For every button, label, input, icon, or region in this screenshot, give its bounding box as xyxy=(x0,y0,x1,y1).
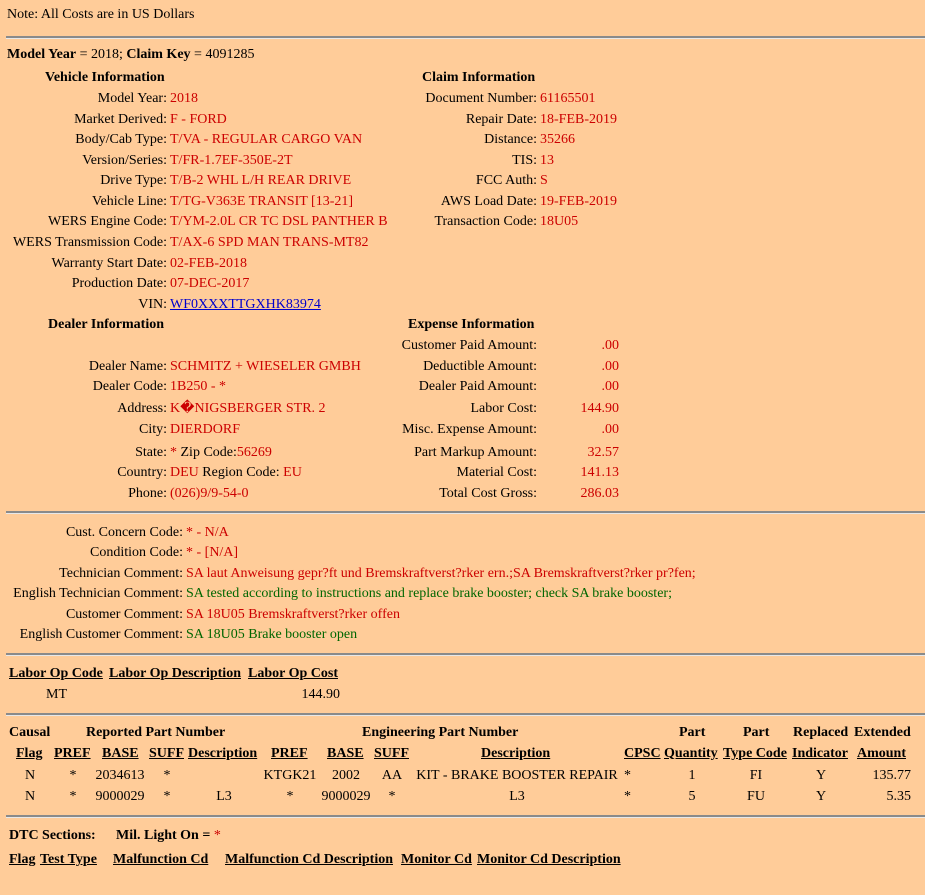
parts-group-header: Part xyxy=(679,725,706,740)
parts-cell: * xyxy=(69,768,77,783)
expense-field-value: .00 xyxy=(601,422,619,437)
parts-col-header: CPSC xyxy=(624,746,661,761)
dealer-address-value: K�NIGSBERGER STR. 2 xyxy=(170,401,326,416)
expense-field-label: Dealer Paid Amount: xyxy=(418,379,537,394)
claim-field-value: 61165501 xyxy=(540,91,596,106)
parts-cell: 135.77 xyxy=(872,768,911,783)
vehicle-field-value: T/TG-V363E TRANSIT [13-21] xyxy=(170,194,354,209)
dealer-zip-label: Zip Code: xyxy=(180,445,237,460)
expense-field-value: .00 xyxy=(601,359,619,374)
parts-col-header: SUFF xyxy=(374,746,409,761)
expense-field-label: Customer Paid Amount: xyxy=(401,338,537,353)
dealer-region-value: EU xyxy=(283,465,302,480)
comment-label: English Customer Comment: xyxy=(19,627,183,642)
parts-col-header: Flag xyxy=(16,746,43,761)
dtc-col-header: Malfunction Cd xyxy=(113,852,209,867)
dealer-code-value: 1B250 - * xyxy=(170,379,226,394)
currency-note: Note: All Costs are in US Dollars xyxy=(7,7,195,22)
labor-header: Labor Op Code xyxy=(9,666,103,681)
vehicle-field-label: Model Year: xyxy=(97,91,167,106)
comment-value: SA laut Anweisung gepr?ft und Bremskraftverst?rker ern.;SA Bremskraftverst?rker pr?fen; xyxy=(186,566,696,581)
parts-group-header: Causal xyxy=(9,725,51,740)
parts-col-header: PREF xyxy=(271,746,308,761)
mil-light-value: * xyxy=(213,828,221,843)
comment-value: SA 18U05 Brake booster open xyxy=(186,627,358,642)
parts-cell: Y xyxy=(815,789,827,804)
vehicle-field-label: Production Date: xyxy=(71,276,167,291)
parts-cell: AA xyxy=(381,768,403,783)
divider xyxy=(6,511,925,514)
expense-field-value: .00 xyxy=(601,379,619,394)
claim-field-value: 35266 xyxy=(540,132,575,147)
parts-col-header: Indicator xyxy=(792,746,848,761)
expense-field-value: .00 xyxy=(601,338,619,353)
claim-field-label: AWS Load Date: xyxy=(440,194,537,209)
vehicle-field-value: T/B-2 WHL L/H REAR DRIVE xyxy=(170,173,352,188)
dtc-col-header: Monitor Cd xyxy=(401,852,472,867)
claim-key-value: 4091285 xyxy=(205,47,255,62)
parts-cell: KTGK21 xyxy=(263,768,317,783)
parts-cell: L3 xyxy=(509,789,525,804)
parts-cell: 2002 xyxy=(332,768,360,783)
mil-light xyxy=(116,828,221,844)
vehicle-field-label: Drive Type: xyxy=(100,173,167,188)
vehicle-field-value: F - FORD xyxy=(170,112,227,127)
dealer-info-heading: Dealer Information xyxy=(48,317,164,332)
labor-header: Labor Op Cost xyxy=(248,666,338,681)
dealer-phone-label: Phone: xyxy=(128,486,167,501)
dealer-zip-value: 56269 xyxy=(236,445,272,460)
dealer-city-label: City: xyxy=(138,422,167,437)
claim-key-label: Claim Key xyxy=(126,47,191,62)
expense-field-value: 141.13 xyxy=(580,465,619,480)
parts-cell: FU xyxy=(747,789,765,804)
divider xyxy=(6,713,925,716)
vehicle-field-label: Warranty Start Date: xyxy=(51,256,167,271)
vehicle-field-value: T/FR-1.7EF-350E-2T xyxy=(170,153,293,168)
parts-cell: 1 xyxy=(688,768,696,783)
vehicle-field-label: Body/Cab Type: xyxy=(75,132,167,147)
divider xyxy=(6,815,925,818)
parts-cell: FI xyxy=(749,768,763,783)
expense-info-heading: Expense Information xyxy=(408,317,535,332)
claim-field-label: Distance: xyxy=(484,132,537,147)
claim-header: Model Year = 2018; Claim Key = 4091285 xyxy=(7,47,255,62)
dealer-country-region xyxy=(170,465,302,481)
dtc-col-header: Monitor Cd Description xyxy=(477,852,621,867)
dealer-code-label: Dealer Code: xyxy=(92,379,167,394)
vin-label: VIN: xyxy=(138,297,167,312)
comment-label: Condition Code: xyxy=(90,545,183,560)
claim-info-heading: Claim Information xyxy=(422,70,536,85)
expense-field-label: Total Cost Gross: xyxy=(439,486,537,501)
claim-field-value: 18-FEB-2019 xyxy=(540,112,617,127)
parts-group-header: Extended xyxy=(854,725,911,740)
parts-col-header: Quantity xyxy=(664,746,718,761)
vehicle-field-value: 07-DEC-2017 xyxy=(170,276,250,291)
dtc-col-header: Malfunction Cd Description xyxy=(225,852,393,867)
parts-cell: L3 xyxy=(216,789,232,804)
expense-field-label: Part Markup Amount: xyxy=(414,445,537,460)
parts-col-header: BASE xyxy=(102,746,139,761)
claim-field-value: 19-FEB-2019 xyxy=(540,194,617,209)
labor-op-cost: 144.90 xyxy=(301,687,340,702)
dtc-col-header: Flag xyxy=(9,852,36,867)
expense-field-value: 286.03 xyxy=(580,486,619,501)
dealer-region-label: Region Code: xyxy=(202,465,280,480)
claim-field-label: Repair Date: xyxy=(465,112,537,127)
expense-field-value: 144.90 xyxy=(580,401,619,416)
vehicle-field-label: Version/Series: xyxy=(82,153,167,168)
parts-cell: 9000029 xyxy=(95,789,145,804)
labor-header: Labor Op Description xyxy=(109,666,241,681)
parts-cell: * xyxy=(69,789,77,804)
comment-label: Technician Comment: xyxy=(59,566,183,581)
parts-cell: N xyxy=(24,789,36,804)
divider xyxy=(6,653,925,656)
parts-group-header: Reported Part Number xyxy=(86,725,226,740)
parts-cell: * xyxy=(163,768,171,783)
dealer-city-value: DIERDORF xyxy=(170,422,241,437)
parts-cell: * xyxy=(388,789,396,804)
dtc-col-header: Test Type xyxy=(40,852,97,867)
dealer-state-label: State: xyxy=(135,445,167,460)
comment-value: * - [N/A] xyxy=(186,545,239,560)
dealer-state-zip xyxy=(170,445,272,461)
dealer-address-label: Address: xyxy=(117,401,167,416)
claim-field-label: TIS: xyxy=(512,153,537,168)
vehicle-field-label: WERS Transmission Code: xyxy=(12,235,167,250)
dealer-name-value: SCHMITZ + WIESELER GMBH xyxy=(170,359,361,374)
claim-field-value: 13 xyxy=(540,153,554,168)
comment-value: SA 18U05 Bremskraftverst?rker offen xyxy=(186,607,400,622)
parts-cell: * xyxy=(624,768,631,783)
expense-field-value: 32.57 xyxy=(587,445,619,460)
parts-cell: N xyxy=(24,768,36,783)
model-year-header-label: Model Year xyxy=(7,47,77,62)
parts-cell: 2034613 xyxy=(95,768,145,783)
parts-col-header: Description xyxy=(481,746,551,761)
expense-field-label: Misc. Expense Amount: xyxy=(402,422,537,437)
mil-light-label: Mil. Light On = xyxy=(116,828,211,843)
dealer-country-value: DEU xyxy=(170,465,199,480)
vehicle-field-label: WERS Engine Code: xyxy=(48,214,167,229)
claim-field-value: 18U05 xyxy=(540,214,579,229)
vehicle-field-value: 02-FEB-2018 xyxy=(170,256,247,271)
parts-col-header: Type Code xyxy=(723,746,787,761)
comment-label: Customer Comment: xyxy=(65,607,183,622)
parts-col-header: Amount xyxy=(857,746,907,761)
labor-op-code: MT xyxy=(46,687,67,702)
parts-cell: Y xyxy=(815,768,827,783)
dealer-phone-value: (026)9/9-54-0 xyxy=(170,486,249,501)
parts-col-header: PREF xyxy=(54,746,91,761)
parts-cell: 5 xyxy=(688,789,696,804)
vehicle-field-value: T/VA - REGULAR CARGO VAN xyxy=(170,132,363,147)
parts-cell: 9000029 xyxy=(321,789,371,804)
parts-col-header: Description xyxy=(188,746,258,761)
vehicle-field-value: T/AX-6 SPD MAN TRANS-MT82 xyxy=(170,235,369,250)
parts-col-header: BASE xyxy=(327,746,364,761)
parts-group-header: Replaced xyxy=(793,725,849,740)
claim-field-value: S xyxy=(540,173,548,188)
comment-value: * - N/A xyxy=(186,525,229,540)
comment-value: SA tested according to instructions and replace brake booster; check SA brake booster; xyxy=(186,586,672,601)
dealer-name-label: Dealer Name: xyxy=(88,359,167,374)
divider xyxy=(6,36,925,39)
dtc-label: DTC Sections: xyxy=(9,828,96,843)
claim-field-label: Document Number: xyxy=(425,91,537,106)
parts-group-header: Engineering Part Number xyxy=(362,725,519,740)
comment-label: Cust. Concern Code: xyxy=(65,525,183,540)
vehicle-info-heading: Vehicle Information xyxy=(45,70,165,85)
vehicle-field-label: Vehicle Line: xyxy=(91,194,167,209)
expense-field-label: Material Cost: xyxy=(456,465,537,480)
parts-cell: * xyxy=(286,789,294,804)
comment-label: English Technician Comment: xyxy=(13,586,183,601)
parts-cell: 5.35 xyxy=(886,789,911,804)
model-year-header-value: 2018 xyxy=(90,47,119,62)
vehicle-field-value: 2018 xyxy=(170,91,198,106)
claim-field-label: Transaction Code: xyxy=(434,214,537,229)
parts-cell: KIT - BRAKE BOOSTER REPAIR xyxy=(416,768,618,783)
expense-field-label: Labor Cost: xyxy=(470,401,537,416)
claim-field-label: FCC Auth: xyxy=(475,173,537,188)
vehicle-field-value: T/YM-2.0L CR TC DSL PANTHER B xyxy=(170,214,388,229)
vin-link[interactable]: WF0XXXTTGXHK83974 xyxy=(170,297,321,312)
vehicle-field-label: Market Derived: xyxy=(74,112,167,127)
parts-cell: * xyxy=(624,789,631,804)
expense-field-label: Deductible Amount: xyxy=(423,359,537,374)
parts-col-header: SUFF xyxy=(149,746,184,761)
parts-group-header: Part xyxy=(743,725,770,740)
parts-cell: * xyxy=(163,789,171,804)
dealer-state-value: * xyxy=(170,445,177,460)
dealer-country-label: Country: xyxy=(117,465,167,480)
